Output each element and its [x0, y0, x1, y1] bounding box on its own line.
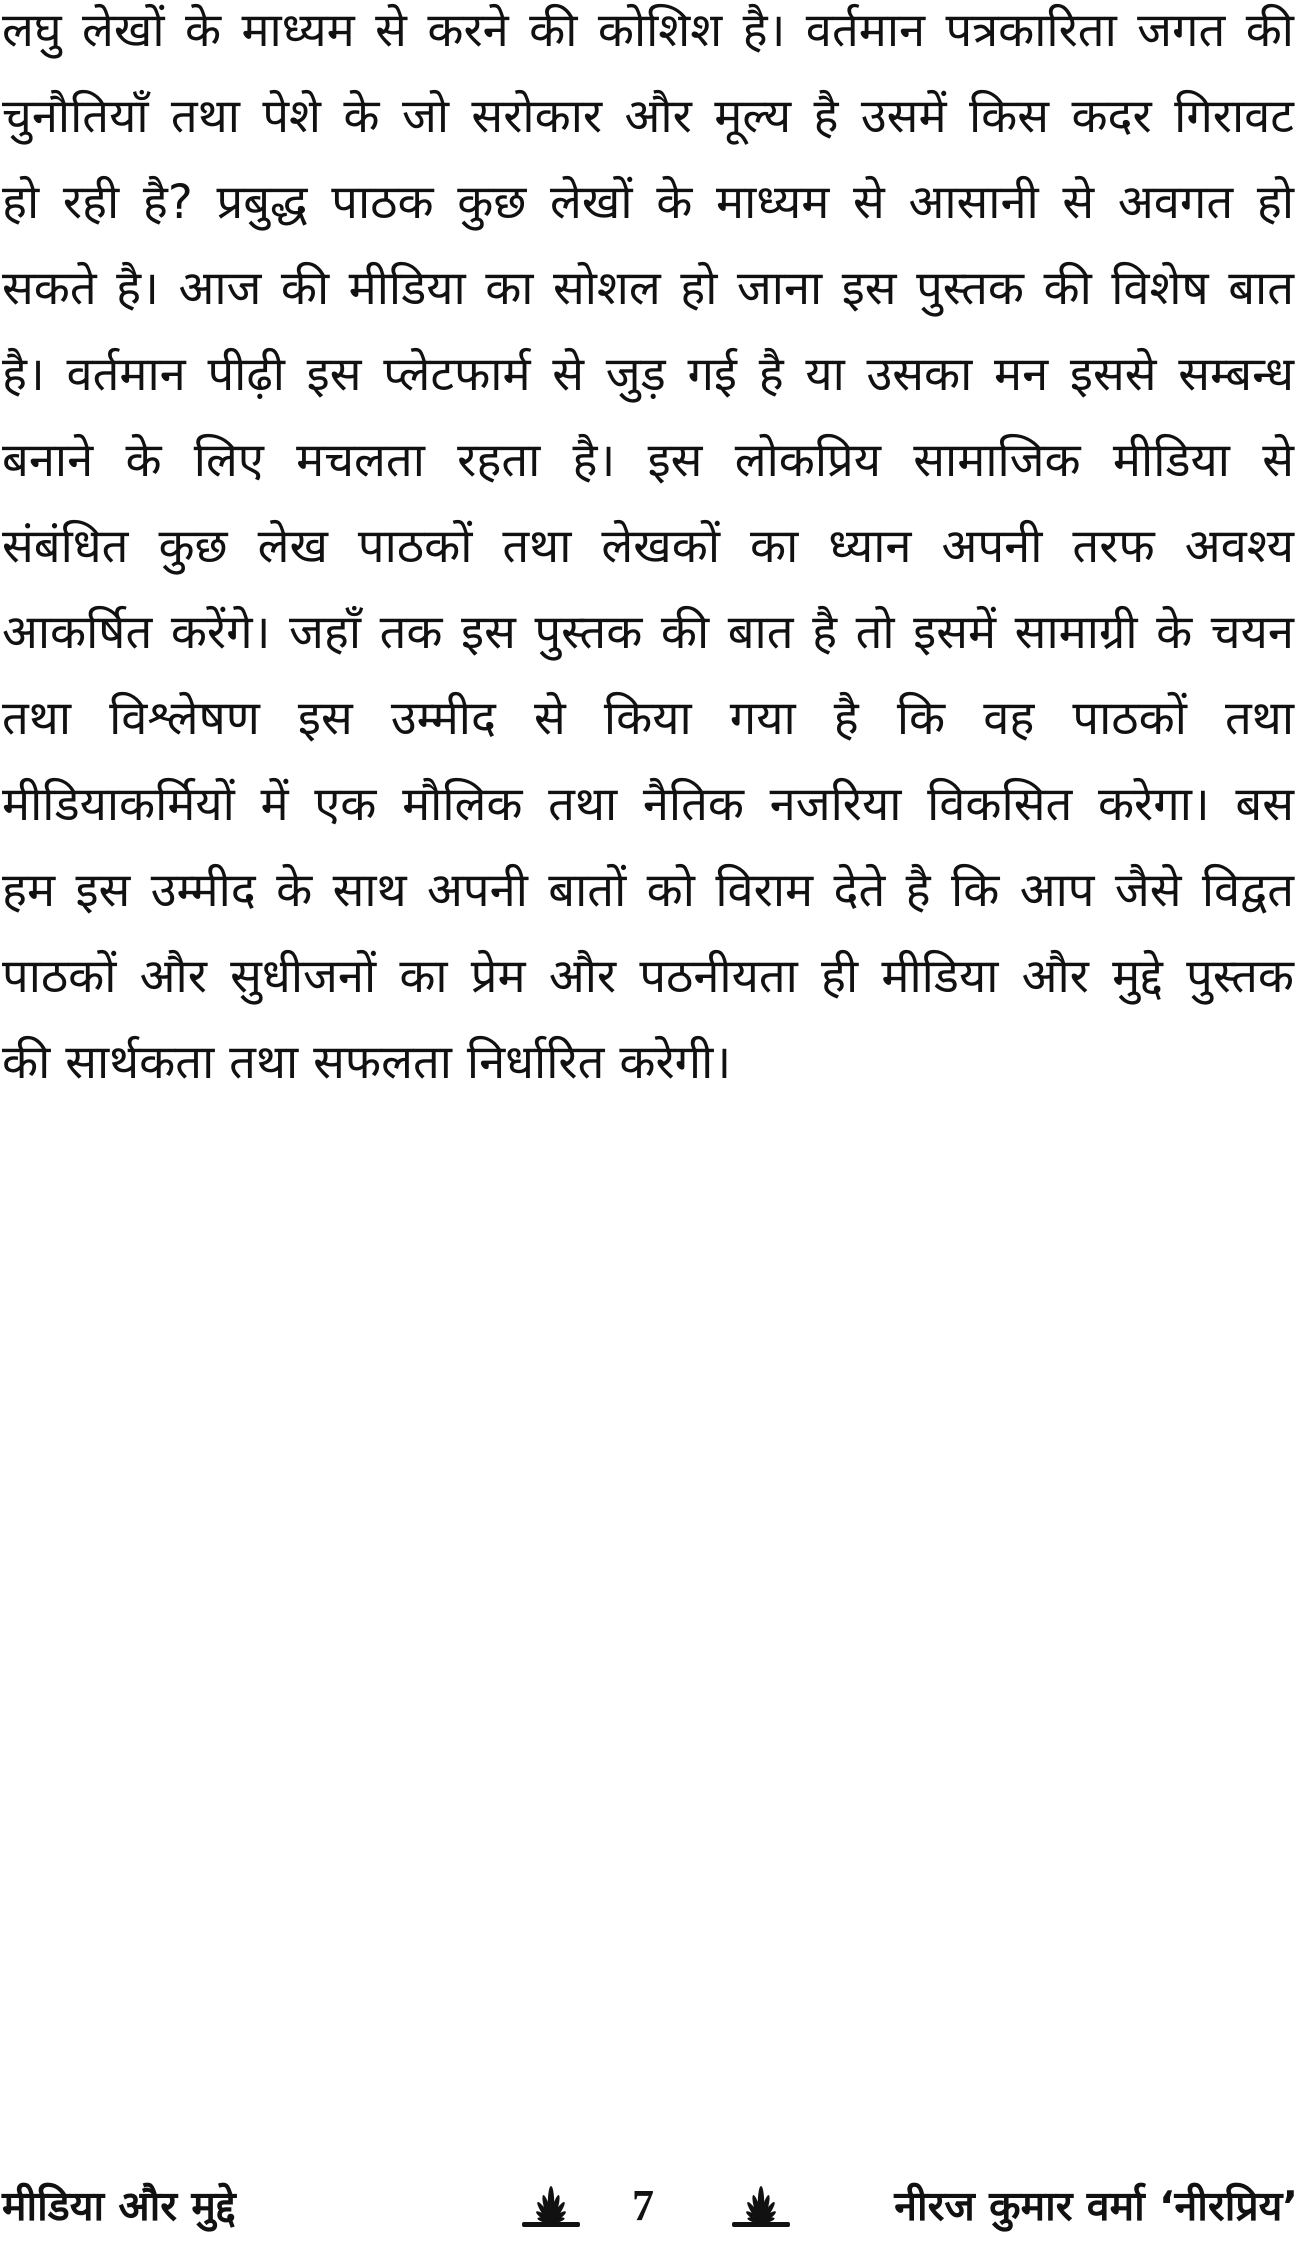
fleuron-ornament-icon [520, 2184, 582, 2228]
footer-book-title: मीडिया और मुद्दे [2, 2182, 236, 2230]
body-line: लघु लेखों के माध्यम से करने की कोशिश है। वर्तमान पत्रकारिता जगत की [2, 3, 1294, 58]
body-line: है। वर्तमान पीढ़ी इस प्लेटफार्म से जुड़ गई है या उसका मन इससे सम्बन्ध [2, 347, 1294, 402]
body-line: हो रही है? प्रबुद्ध पाठक कुछ लेखों के माध्यम से आसानी से अवगत हो [2, 175, 1294, 230]
page-number: 7 [632, 2181, 654, 2230]
page-footer [0, 2176, 1300, 2236]
body-line: संबंधित कुछ लेख पाठकों तथा लेखकों का ध्यान अपनी तरफ अवश्य [2, 519, 1294, 574]
body-line: सकते है। आज की मीडिया का सोशल हो जाना इस पुस्तक की विशेष बात [2, 261, 1294, 316]
fleuron-ornament-icon [730, 2184, 792, 2228]
body-line: आकर्षित करेंगे। जहाँ तक इस पुस्तक की बात है तो इसमें सामाग्री के चयन [2, 605, 1294, 660]
body-line: चुनौतियाँ तथा पेशे के जो सरोकार और मूल्य है उसमें किस कदर गिरावट [2, 89, 1294, 144]
body-line: मीडियाकर्मियों में एक मौलिक तथा नैतिक नजरिया विकसित करेगा। बस [2, 777, 1294, 832]
body-line: तथा विश्लेषण इस उम्मीद से किया गया है कि वह पाठकों तथा [2, 691, 1294, 746]
body-line: बनाने के लिए मचलता रहता है। इस लोकप्रिय सामाजिक मीडिया से [2, 433, 1294, 488]
body-line-last: की सार्थकता तथा सफलता निर्धारित करेगी। [2, 1035, 732, 1090]
body-line: पाठकों और सुधीजनों का प्रेम और पठनीयता ही मीडिया और मुद्दे पुस्तक [2, 949, 1294, 1004]
footer-author: नीरज कुमार वर्मा ‘नीरप्रिय’ [894, 2182, 1298, 2230]
body-line: हम इस उम्मीद के साथ अपनी बातों को विराम देते है कि आप जैसे विद्वत [2, 863, 1294, 918]
